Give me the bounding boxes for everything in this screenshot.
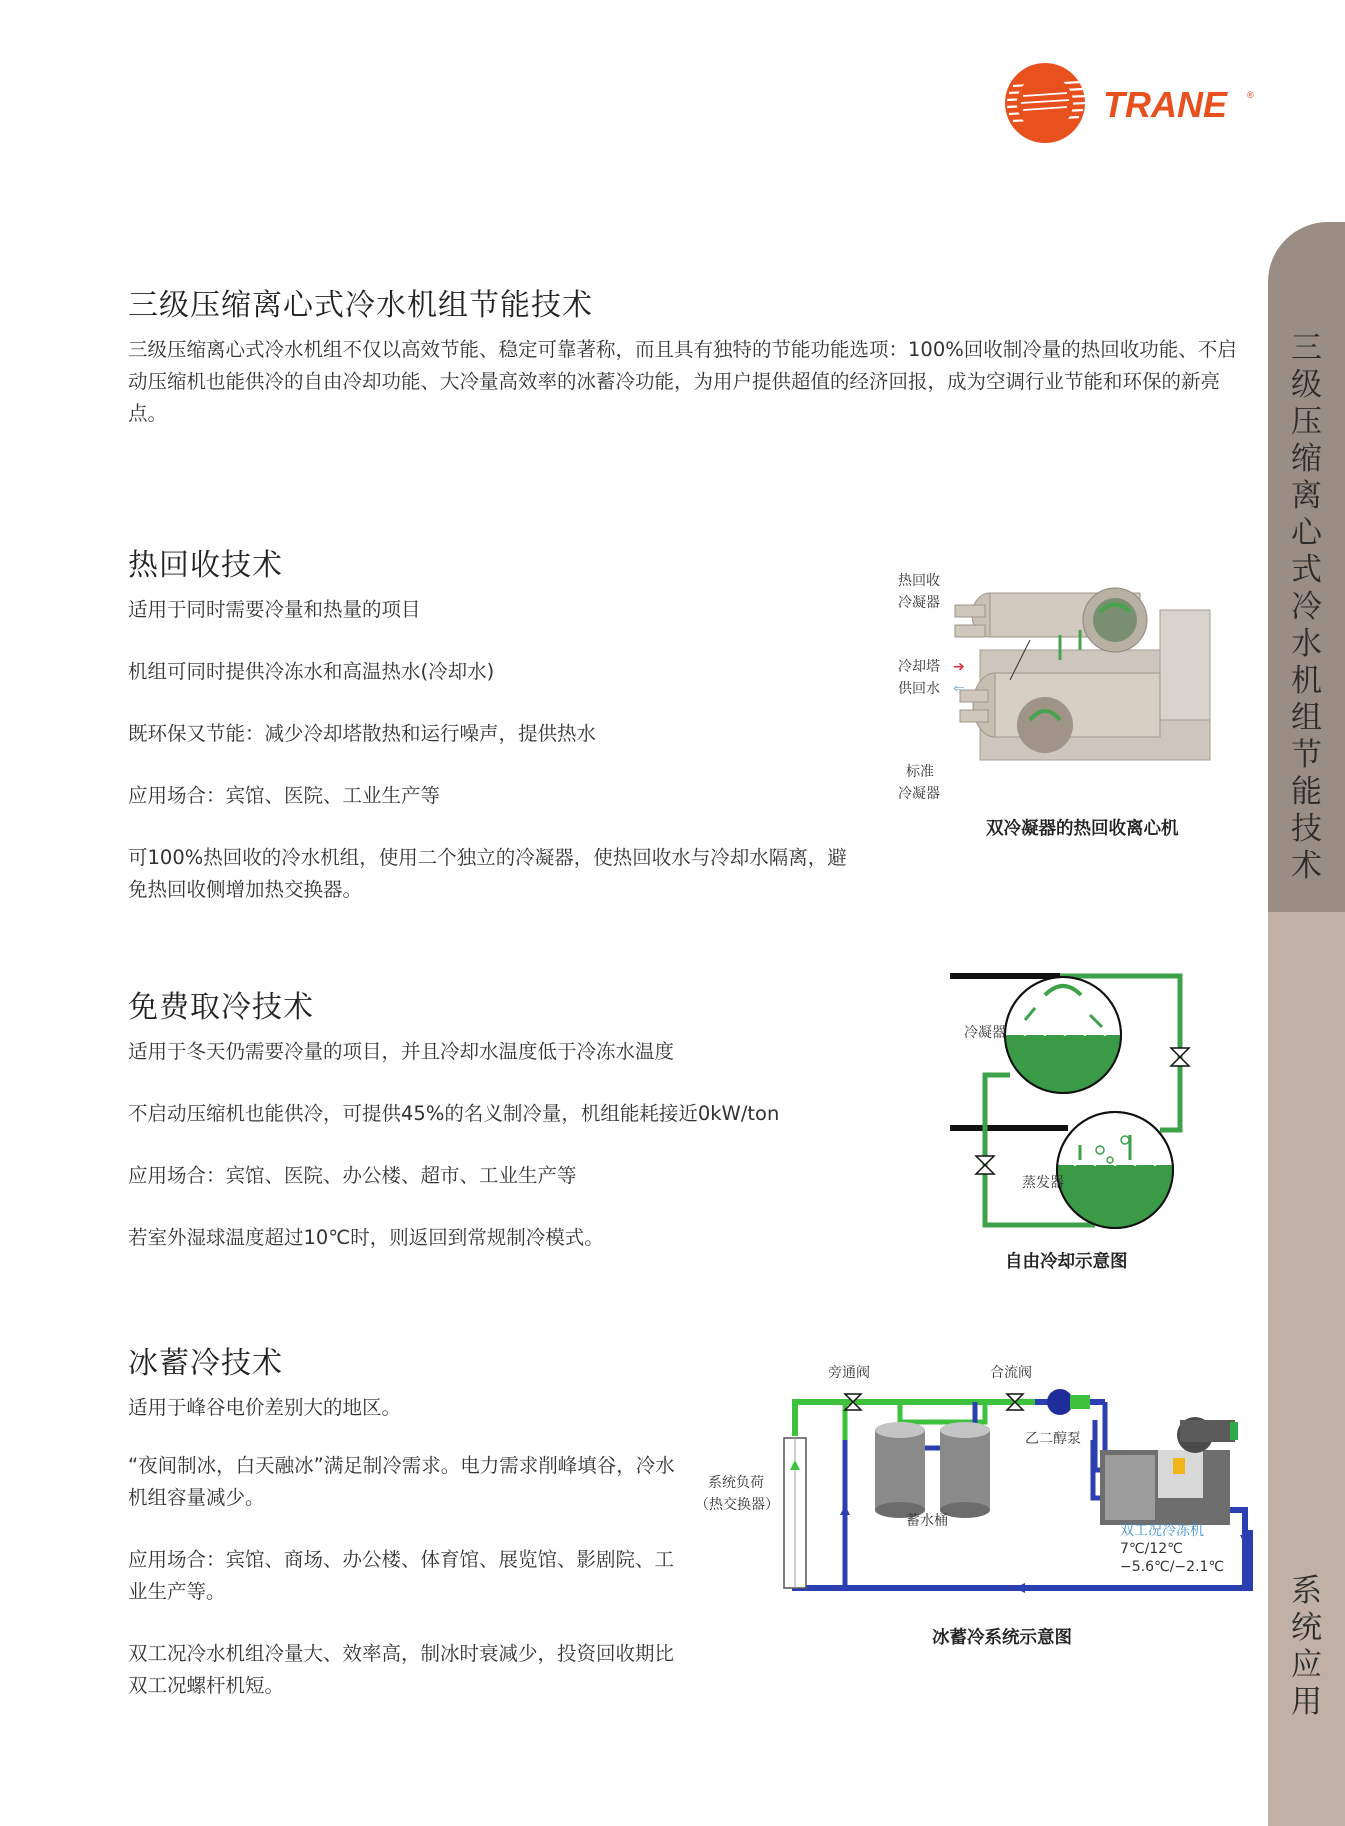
free-cooling-caption: 自由冷却示意图 xyxy=(1005,1252,1128,1272)
heat-recovery-chiller-figure xyxy=(950,570,1250,800)
intro-title: 三级压缩离心式冷水机组节能技术 xyxy=(128,288,593,323)
free-cooling-item: 应用场合：宾馆、医院、办公楼、超市、工业生产等 xyxy=(128,1164,577,1187)
trane-logo xyxy=(1003,60,1263,150)
label-system-load: （热交换器） xyxy=(695,1497,779,1513)
label-chiller-temp: −5.6℃/−2.1℃ xyxy=(1120,1559,1225,1575)
free-cooling-item: 不启动压缩机也能供冷，可提供45%的名义制冷量，机组能耗接近0kW/ton xyxy=(128,1102,780,1125)
heat-recovery-item: 既环保又节能：减少冷却塔散热和运行噪声，提供热水 xyxy=(128,722,597,745)
free-cooling-diagram xyxy=(950,965,1200,1245)
heat-recovery-title: 热回收技术 xyxy=(128,548,283,583)
free-cooling-item: 若室外湿球温度超过10℃时，则返回到常规制冷模式。 xyxy=(128,1226,604,1249)
ice-storage-item: “夜间制冰，白天融冰”满足制冷需求。电力需求削峰填谷，冷水机组容量减少。 xyxy=(128,1454,675,1509)
label-condenser: 冷凝器 xyxy=(964,1025,1006,1041)
free-cooling-item: 适用于冬天仍需要冷量的项目，并且冷却水温度低于冷冻水温度 xyxy=(128,1040,675,1063)
label-chiller-temp: 7℃/12℃ xyxy=(1120,1541,1183,1557)
return-arrow-icon: ⇐ xyxy=(953,681,965,697)
heat-recovery-caption: 双冷凝器的热回收离心机 xyxy=(986,819,1179,839)
label-std-condenser: 冷凝器 xyxy=(898,786,940,802)
label-hr-condenser: 热回收 xyxy=(898,573,940,589)
ice-storage-item: 应用场合：宾馆、商场、办公楼、体育馆、展览馆、影剧院、工业生产等。 xyxy=(128,1548,675,1603)
label-mixing-valve: 合流阀 xyxy=(990,1365,1032,1381)
ice-storage-caption: 冰蓄冷系统示意图 xyxy=(932,1628,1072,1648)
label-storage-tank: 蓄水桶 xyxy=(906,1513,948,1529)
side-tab-lower-text: 系统应用 xyxy=(1291,1573,1322,1720)
label-hr-condenser: 冷凝器 xyxy=(898,595,940,611)
svg-text:®: ® xyxy=(1247,90,1254,100)
heat-recovery-item: 适用于同时需要冷量和热量的项目 xyxy=(128,598,421,621)
free-cooling-title: 免费取冷技术 xyxy=(128,990,314,1025)
label-evaporator: 蒸发器 xyxy=(1022,1175,1064,1191)
heat-recovery-item: 可100%热回收的冷水机组，使用二个独立的冷凝器，使热回收水与冷却水隔离，避免热回收侧增加热交换器。 xyxy=(128,846,847,901)
brand-name: TRANE xyxy=(1103,84,1227,125)
label-bypass-valve: 旁通阀 xyxy=(828,1365,870,1381)
ice-storage-item: 适用于峰谷电价差别大的地区。 xyxy=(128,1396,402,1419)
label-cooling-tower: 冷却塔 xyxy=(898,659,940,675)
heat-recovery-item: 机组可同时提供冷冻水和高温热水(冷却水) xyxy=(128,660,495,683)
ice-storage-item: 双工况冷水机组冷量大、效率高，制冰时衰减少，投资回收期比双工况螺杆机短。 xyxy=(128,1642,675,1697)
supply-arrow-icon: ➔ xyxy=(953,659,965,675)
intro-body: 三级压缩离心式冷水机组不仅以高效节能、稳定可靠著称，而且具有独特的节能功能选项：100%回收制冷量的热回收功能、不启动压缩机也能供冷的自由冷却功能、大冷量高效率的冰蓄冷功能，为用户提供超值的经济回报，成为空调行业节能和环保的新亮点。 xyxy=(128,338,1237,425)
label-dual-chiller: 双工况冷冻机 xyxy=(1120,1523,1204,1539)
label-std-condenser: 标准 xyxy=(906,764,934,780)
heat-recovery-item: 应用场合：宾馆、医院、工业生产等 xyxy=(128,784,441,807)
label-glycol-pump: 乙二醇泵 xyxy=(1025,1431,1081,1447)
side-tab-upper-text: 三级压缩离心式冷水机组节能技术 xyxy=(1291,330,1322,884)
ice-storage-title: 冰蓄冷技术 xyxy=(128,1346,283,1381)
label-system-load: 系统负荷 xyxy=(708,1475,764,1491)
label-cooling-tower: 供回水 xyxy=(898,681,940,697)
